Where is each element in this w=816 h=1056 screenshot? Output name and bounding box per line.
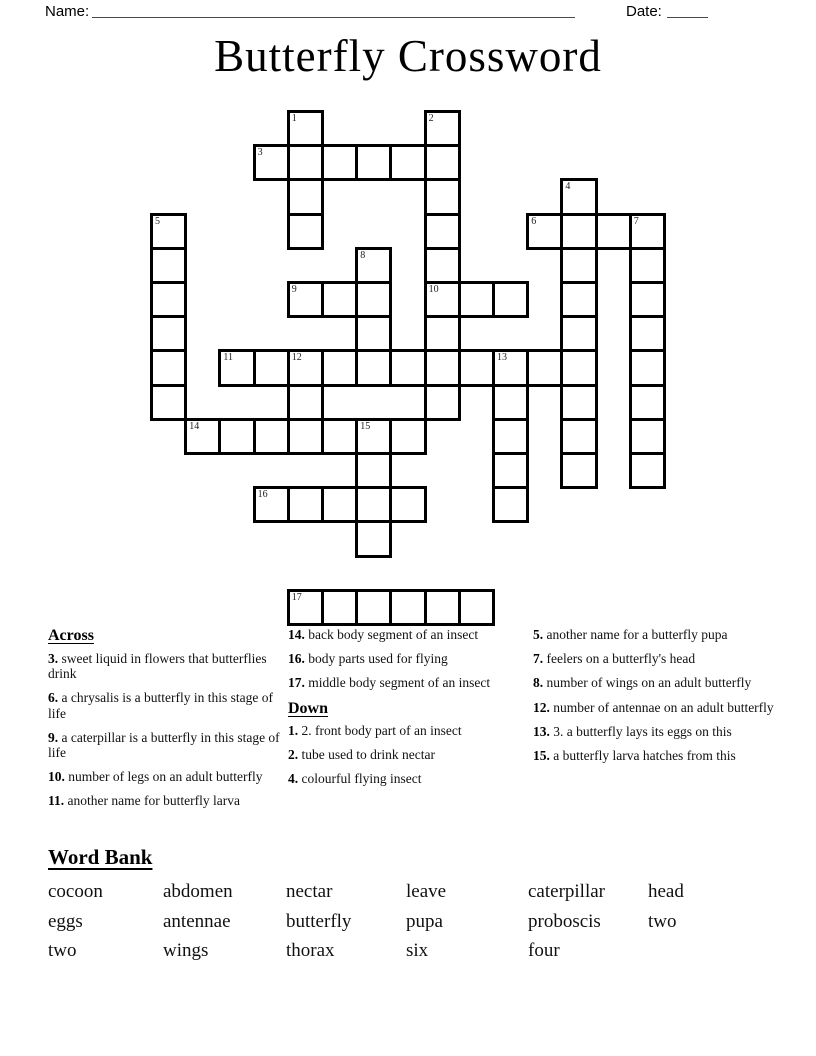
grid-cell-r0c8[interactable] [424,110,461,147]
grid-cell-r14c6[interactable] [355,589,392,626]
word-bank-empty-slot [648,937,778,966]
grid-cell-r9c14[interactable] [629,418,666,455]
cell-number-10: 10 [428,284,439,295]
grid-cell-r7c10[interactable] [492,349,529,386]
grid-cell-r6c8[interactable] [424,315,461,352]
clue-text: a chrysalis is a butterfly in this stage of life [48,690,273,721]
grid-cell-r8c0[interactable] [150,384,187,421]
grid-cell-r5c14[interactable] [629,281,666,318]
word-bank-item-cocoon: cocoon [48,881,103,902]
grid-cell-r4c6[interactable] [355,247,392,284]
grid-cell-r8c4[interactable] [287,384,324,421]
grid-cell-r9c6[interactable] [355,418,392,455]
grid-cell-r9c2[interactable] [218,418,255,455]
clue-text: middle body segment of an insect [308,675,491,691]
cell-number-4: 4 [565,181,571,193]
grid-cell-r5c4[interactable] [287,281,324,318]
down-heading: Down [288,699,329,717]
clue-text: a caterpillar is a butterfly in this stage of life [48,729,280,761]
grid-cell-r7c4[interactable] [287,349,324,386]
cell-number-13: 13 [497,352,507,364]
clue-text: feelers on a butterfly's head [546,651,696,667]
clue-number: 11. [48,793,68,809]
grid-cell-r3c11[interactable] [526,213,563,250]
grid-cell-r11c7[interactable] [389,486,426,523]
cell-number-6: 6 [531,215,537,227]
down-clue-1 [288,723,526,738]
grid-cell-r5c6[interactable] [355,281,392,318]
grid-cell-r6c0[interactable] [150,315,187,352]
grid-cell-r11c4[interactable] [287,486,324,523]
word-bank-item-antennae: antennae [163,910,231,932]
word-bank-item-four: four [528,940,560,961]
grid-cell-r10c14[interactable] [629,452,666,489]
clue-number: 1. [288,722,302,738]
grid-cell-r14c9[interactable] [458,589,495,626]
across-clue-14 [288,627,526,642]
grid-cell-r14c5[interactable] [321,589,358,626]
across-clue-6 [48,690,291,720]
grid-cell-r9c5[interactable] [321,418,358,455]
clue-number: 10. [48,769,69,785]
crossword-grid [150,110,667,627]
grid-cell-r6c12[interactable] [560,315,597,352]
grid-cell-r8c8[interactable] [424,384,461,421]
grid-cell-r7c12[interactable] [560,349,597,386]
down-clue-12 [533,700,775,715]
clue-number: 12. [533,699,554,715]
clue-number: 3. [48,651,62,666]
grid-cell-r12c6[interactable] [355,520,392,557]
word-bank-grid [48,878,778,966]
grid-cell-r9c1[interactable] [184,418,221,455]
clue-text: body parts used for flying [308,651,448,667]
cell-number-8: 8 [360,249,366,261]
clue-text: back body segment of an insect [308,627,479,642]
cell-number-3: 3 [257,147,263,159]
clue-number: 6. [48,690,62,706]
across-heading: Across [48,627,94,644]
grid-cell-r7c5[interactable] [321,349,358,386]
down-clue-list-continued [533,627,775,763]
grid-cell-r1c3[interactable] [253,144,290,181]
word-bank-item-pupa: pupa [406,910,443,932]
grid-cell-r10c6[interactable] [355,452,392,489]
date-label: Date: [626,3,662,20]
grid-cell-r9c10[interactable] [492,418,529,455]
cell-number-2: 2 [428,113,434,124]
clue-text: 3. a butterfly lays its eggs on this [553,723,732,739]
cell-number-5: 5 [155,215,160,227]
grid-cell-r14c4[interactable] [287,589,324,626]
grid-cell-r1c7[interactable] [389,144,426,181]
grid-cell-r7c11[interactable] [526,349,563,386]
grid-cell-r11c10[interactable] [492,486,529,523]
grid-cell-r8c12[interactable] [560,384,597,421]
clue-text: sweet liquid in flowers that butterflies drink [48,651,267,682]
clue-text: another name for a butterfly pupa [546,627,728,642]
grid-cell-r3c8[interactable] [424,213,461,250]
grid-cell-r1c5[interactable] [321,144,358,181]
grid-cell-r2c8[interactable] [424,178,461,215]
grid-cell-r3c12[interactable] [560,213,597,250]
name-label: Name: [45,3,90,20]
word-bank-item-six: six [406,940,429,961]
down-clue-5 [533,627,775,642]
grid-cell-r2c12[interactable] [560,178,597,215]
grid-cell-r11c6[interactable] [355,486,392,523]
cell-number-16: 16 [257,489,268,501]
grid-cell-r3c13[interactable] [595,213,632,250]
grid-cell-r5c9[interactable] [458,281,495,318]
cell-number-14: 14 [189,420,200,432]
down-clue-8 [533,675,775,690]
grid-cell-r11c3[interactable] [253,486,290,523]
grid-cell-r14c7[interactable] [389,589,426,626]
grid-cell-r5c5[interactable] [321,281,358,318]
word-bank-item-caterpillar: caterpillar [528,881,606,902]
clue-text: 2. front body part of an insect [301,722,462,738]
grid-cell-r6c14[interactable] [629,315,666,352]
grid-cell-r4c0[interactable] [150,247,187,284]
word-bank-item-butterfly: butterfly [286,910,352,932]
clue-text: number of antennae on an adult butterfly [553,699,774,715]
grid-cell-r10c12[interactable] [560,452,597,489]
grid-cell-r1c4[interactable] [287,144,324,181]
clue-text: number of legs on an adult butterfly [68,769,263,785]
word-bank-heading: Word Bank [48,845,153,869]
word-bank-item-leave: leave [406,881,447,902]
word-bank-section [48,845,778,966]
grid-cell-r2c4[interactable] [287,178,324,215]
clue-number: 9. [48,729,62,745]
clue-number: 16. [288,651,309,667]
across-clue-3 [48,651,291,681]
cell-number-11: 11 [223,352,234,364]
word-bank-item-head: head [648,881,684,902]
clue-number: 4. [288,771,302,787]
grid-cell-r5c0[interactable] [150,281,187,318]
clue-number: 2. [288,746,302,762]
cell-number-15: 15 [360,420,371,432]
across-clue-9 [48,730,291,760]
down-clue-4 [288,771,526,786]
grid-cell-r9c3[interactable] [253,418,290,455]
cell-number-12: 12 [291,352,302,364]
grid-cell-r3c14[interactable] [629,213,666,250]
clue-text: tube used to drink nectar [301,746,435,762]
clue-number: 14. [288,627,309,642]
word-bank-item-two: two [648,910,677,932]
clues-column-2 [288,627,526,795]
cell-number-7: 7 [633,215,639,227]
clue-text: number of wings on an adult butterfly [546,675,752,691]
grid-cell-r3c0[interactable] [150,213,187,250]
grid-cell-r4c12[interactable] [560,247,597,284]
grid-cell-r4c8[interactable] [424,247,461,284]
clue-number: 15. [533,748,554,764]
grid-cell-r7c9[interactable] [458,349,495,386]
clue-text: a butterfly larva hatches from this [553,748,736,764]
grid-cell-r7c3[interactable] [253,349,290,386]
cell-number-9: 9 [291,284,297,295]
grid-cell-r10c10[interactable] [492,452,529,489]
across-clue-17 [288,675,526,690]
grid-cell-r9c7[interactable] [389,418,426,455]
grid-cell-r9c4[interactable] [287,418,324,455]
down-clue-7 [533,651,775,666]
clues-column-3 [533,627,775,772]
page-title: Butterfly Crossword [214,31,602,81]
clue-number: 17. [288,675,309,691]
grid-cell-r6c6[interactable] [355,315,392,352]
clue-text: another name for butterfly larva [67,793,240,809]
grid-cell-r8c14[interactable] [629,384,666,421]
name-blank-line[interactable] [92,4,575,18]
down-clue-2 [288,747,526,762]
grid-cell-r7c7[interactable] [389,349,426,386]
clue-number: 5. [533,627,547,642]
across-clue-11 [48,793,291,808]
word-bank-item-wings: wings [163,940,209,961]
grid-cell-r7c6[interactable] [355,349,392,386]
grid-cell-r5c10[interactable] [492,281,529,318]
grid-cell-r1c6[interactable] [355,144,392,181]
cell-number-1: 1 [291,113,297,124]
grid-cell-r7c8[interactable] [424,349,461,386]
word-bank-item-nectar: nectar [286,881,333,902]
down-clue-13 [533,724,775,739]
clue-number: 8. [533,675,547,691]
grid-cell-r0c4[interactable] [287,110,324,147]
grid-cell-r8c10[interactable] [492,384,529,421]
word-bank-item-abdomen: abdomen [163,881,233,902]
cell-number-17: 17 [291,591,302,603]
grid-cell-r7c14[interactable] [629,349,666,386]
clues-column-1 [48,627,291,818]
grid-cell-r3c4[interactable] [287,213,324,250]
word-bank-item-two: two [48,940,77,961]
grid-cell-r9c12[interactable] [560,418,597,455]
grid-cell-r14c8[interactable] [424,589,461,626]
clue-text: colourful flying insect [301,771,422,787]
word-bank-item-thorax: thorax [286,940,335,961]
grid-cell-r5c12[interactable] [560,281,597,318]
grid-cell-r1c8[interactable] [424,144,461,181]
date-blank-line[interactable] [667,4,708,18]
grid-cell-r4c14[interactable] [629,247,666,284]
grid-cell-r7c2[interactable] [218,349,255,386]
down-clue-15 [533,748,775,763]
word-bank-item-eggs: eggs [48,910,83,932]
word-bank-item-proboscis: proboscis [528,910,601,932]
across-clue-10 [48,769,291,784]
across-clue-list-continued [288,627,526,691]
down-clue-list [288,723,526,787]
clue-number: 13. [533,723,554,739]
grid-cell-r11c5[interactable] [321,486,358,523]
across-clue-16 [288,651,526,666]
clue-number: 7. [533,651,547,667]
grid-cell-r7c0[interactable] [150,349,187,386]
across-clue-list [48,651,291,809]
grid-cell-r5c8[interactable] [424,281,461,318]
